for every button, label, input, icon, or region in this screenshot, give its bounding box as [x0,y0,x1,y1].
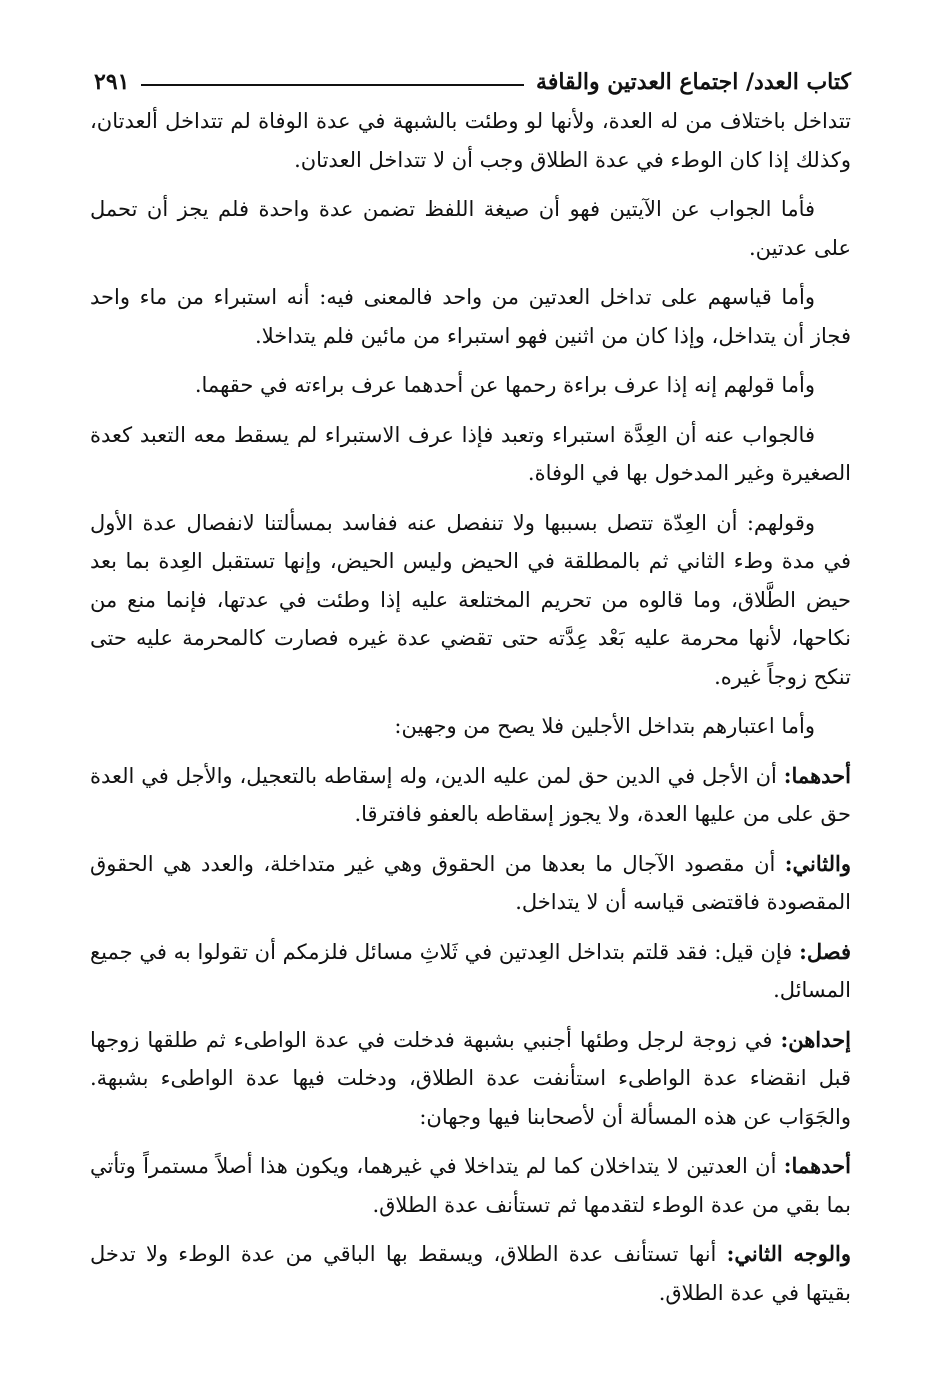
paragraph-lead: والوجه الثاني: [726,1241,851,1266]
paragraph-text: فإن قيل: فقد قلتم بتداخل العِدتين في ثَلاثِ مسائل فلزمكم أن تقولوا به في جميع المسائل. [90,939,851,1002]
header-title: كتاب العدد/ اجتماع العدتين والقافة [536,69,851,95]
paragraph [90,102,851,179]
running-header [90,62,851,102]
paragraph-text: أن العدتين لا يتداخلان كما لم يتداخلا في غيرهما، ويكون هذا أصلاً مستمراً وتأتي بما بقي من عدة الوطء لتقدمها ثم تستأنف عدة الطلاق. [90,1154,851,1217]
paragraph-text: في زوجة لرجل وطئها أجنبي بشبهة فدخلت في عدة الواطىء ثم طلقها زوجها قبل انقضاء عدة الواطىء استأنفت عدة الطلاق، ودخلت فيها عدة الواطىء بشبهة. والجَوَاب عن هذه المسألة أن لأصحابنا فيها وجهان: [90,1027,851,1129]
book-page [90,62,851,1323]
paragraph [90,845,851,922]
paragraph-lead: فصل: [799,938,851,964]
paragraph [90,1021,851,1137]
paragraph [90,1147,851,1224]
paragraph [90,416,851,493]
paragraph-lead: والثاني: [784,850,851,876]
page-number: ٢٩١ [94,69,130,95]
paragraph-text: وقولهم: أن العِدّة تتصل بسببها ولا تنفصل عنه ففاسد بمسألتنا لانفصال عدة الأول في مدة وطء الثاني ثم بالمطلقة في الحيض وليس الحيض، وإنها تستقبل العِدة بما بعد حيض الطَّلاق، وما قالوه من تحريم المختلعة عليه إذا وطئت في عدتها، فإنما منع من نكاحها، لأنها محرمة عليه بَعْد عِدَّته حتى تقضي عدة غيره فصارت كالمحرمة عليه حتى تنكح زوجاً غيره. [90,510,851,689]
paragraph-lead: إحداهن: [780,1026,851,1052]
paragraph [90,933,851,1010]
paragraph [90,190,851,267]
paragraph-text: تتداخل باختلاف من له العدة، ولأنها لو وطئت بالشبهة في عدة الوفاة لم تتداخل ألعدتان، وكذلك إذا كان الوطء في عدة الطلاق وجب أن لا تتداخل العدتان. [90,109,851,172]
paragraph [90,504,851,697]
header-rule [141,84,524,86]
paragraph-text: فالجواب عنه أن العِدَّة استبراء وتعبد فإذا عرف الاستبراء لم يسقط معه التعبد كعدة الصغيرة وغير المدخول بها في الوفاة. [90,422,851,485]
paragraph-text: أن مقصود الآجال ما بعدها من الحقوق وهي غير متداخلة، والعدد هي الحقوق المقصودة فاقتضى قياسه أن لا يتداخل. [90,851,851,914]
paragraph-text: وأما قياسهم على تداخل العدتين من واحد فالمعنى فيه: أنه استبراء من ماء واحد فجاز أن يتداخل، وإذا كان من اثنين فهو استبراء من مائين فلم يتداخلا. [90,285,851,348]
paragraph-lead: أحدهما: [783,1153,851,1178]
paragraph-text: أن الأجل في الدين حق لمن عليه الدين، وله إسقاطه بالتعجيل، والأجل في العدة حق على من عليها العدة، ولا يجوز إسقاطه بالعفو فافترقا. [90,763,851,826]
paragraph [90,366,851,405]
paragraph-text: وأما قولهم إنه إذا عرف براءة رحمها عن أحدهما عرف براءته في حقهما. [194,373,815,397]
paragraph [90,707,851,746]
paragraph-text: أنها تستأنف عدة الطلاق، ويسقط بها الباقي من عدة الوطء ولا تدخل بقيتها في عدة الطلاق. [90,1242,851,1305]
body-text [90,102,851,1312]
paragraph [90,757,851,834]
paragraph [90,278,851,355]
paragraph [90,1235,851,1312]
paragraph-lead: أحدهما: [783,762,851,788]
paragraph-text: وأما اعتبارهم بتداخل الأجلين فلا يصح من وجهين: [394,714,815,738]
paragraph-text: فأما الجواب عن الآيتين فهو أن صيغة اللفظ تضمن عدة واحدة فلم يجز أن تحمل على عدتين. [90,197,851,260]
